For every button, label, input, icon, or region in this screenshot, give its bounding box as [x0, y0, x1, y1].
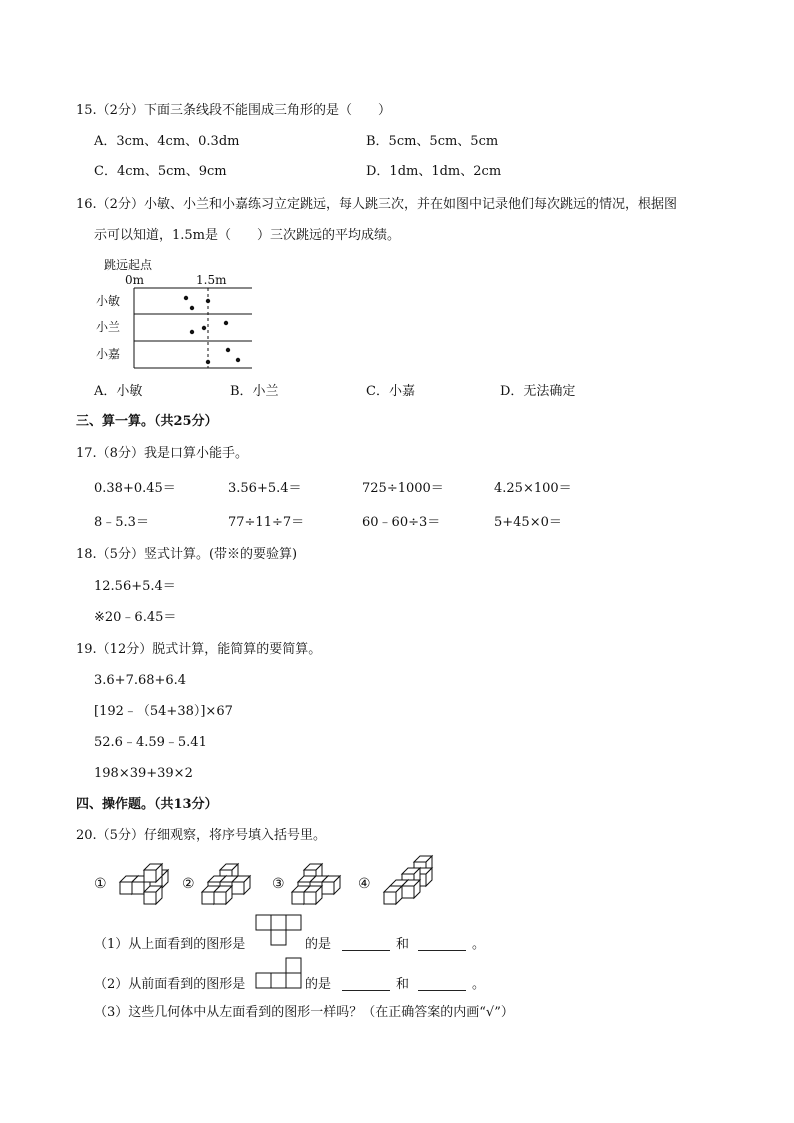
jump-dot — [236, 358, 240, 362]
q17-item: 3.56+5.4＝ — [228, 481, 302, 496]
q20-sub3: （3）这些几何体中从左面看到的图形一样吗？（在正确答案的内画“√”） — [94, 1005, 514, 1020]
q16-option-d: D．无法确定 — [500, 384, 576, 399]
answer-blank[interactable] — [418, 979, 466, 991]
q15-stem: 15.（2分）下面三条线段不能围成三角形的是（ ） — [76, 103, 391, 118]
q16-stem-line1: 16.（2分）小敏、小兰和小嘉练习立定跳远，每人跳三次，并在如图中记录他们每次跳远的情况，根据图 — [76, 197, 677, 212]
jump-dot — [206, 299, 210, 303]
long-jump-figure — [90, 254, 270, 374]
tick-label-1-5m: 1.5m — [196, 273, 227, 287]
answer-blank[interactable] — [342, 979, 390, 991]
q17-item: 5+45×0＝ — [494, 515, 562, 530]
q19-item: 198×39+39×2 — [94, 766, 193, 781]
q20-sub1-middle: 的是 — [305, 937, 332, 952]
answer-blank[interactable] — [418, 939, 466, 951]
q15-option-c: C．4cm、5cm、9cm — [94, 164, 227, 179]
section-heading-4: 四、操作题。（共13分） — [76, 797, 218, 812]
q18-stem: 18.（5分）竖式计算。(带※的要验算) — [76, 547, 298, 562]
q16-option-a: A．小敏 — [94, 384, 143, 399]
figure-label-4: ④ — [358, 876, 371, 892]
figure-title: 跳远起点 — [104, 258, 153, 272]
top-view-shape — [255, 914, 305, 948]
answer-blank[interactable] — [342, 939, 390, 951]
q19-item: 3.6+7.68+6.4 — [94, 673, 187, 688]
q16-option-c: C．小嘉 — [366, 384, 415, 399]
q19-item: [192﹣（54+38）]×67 — [94, 704, 233, 719]
tick-label-0m: 0m — [125, 273, 145, 287]
q20-sub1-prefix: （1）从上面看到的图形是 — [94, 937, 246, 952]
q15-option-d: D．1dm、1dm、2cm — [366, 164, 502, 179]
section-heading-3: 三、算一算。（共25分） — [76, 414, 218, 429]
q17-stem: 17.（8分）我是口算小能手。 — [76, 446, 248, 461]
cube-figures — [90, 852, 450, 912]
q17-item: 60﹣60÷3＝ — [362, 515, 441, 530]
q17-item: 4.25×100＝ — [494, 481, 572, 496]
q16-option-b: B．小兰 — [230, 384, 279, 399]
q20-stem: 20.（5分）仔细观察，将序号填入括号里。 — [76, 828, 326, 843]
jump-dot — [226, 348, 230, 352]
q19-item: 52.6﹣4.59﹣5.41 — [94, 735, 207, 750]
jump-dot — [224, 321, 228, 325]
q16-stem-line2: 示可以知道，1.5m是（ ）三次跳远的平均成绩。 — [94, 228, 401, 243]
front-view-shape — [255, 956, 305, 992]
figure-label-2: ② — [182, 876, 195, 892]
figure-label-1: ① — [94, 876, 107, 892]
q17-item: 0.38+0.45＝ — [94, 481, 176, 496]
row-label-xiaojia: 小嘉 — [96, 347, 121, 361]
q20-sub1-and: 和 — [396, 937, 410, 952]
jump-dot — [206, 360, 210, 364]
q20-sub1-end: 。 — [472, 937, 486, 952]
q20-sub2-and: 和 — [396, 977, 410, 992]
row-label-xiaomin: 小敏 — [96, 294, 121, 308]
q20-sub2-prefix: （2）从前面看到的图形是 — [94, 977, 246, 992]
jump-dot — [202, 326, 206, 330]
q20-sub2-middle: 的是 — [305, 977, 332, 992]
q20-sub2-end: 。 — [472, 977, 486, 992]
q19-stem: 19.（12分）脱式计算，能简算的要简算。 — [76, 642, 322, 657]
q17-item: 8﹣5.3＝ — [94, 515, 149, 530]
cube-figure-4 — [384, 856, 432, 904]
jump-dot — [190, 330, 194, 334]
q17-item: 77÷11÷7＝ — [228, 515, 305, 530]
q18-item: ※20﹣6.45＝ — [94, 610, 177, 625]
jump-dot — [190, 306, 194, 310]
q17-item: 725÷1000＝ — [362, 481, 444, 496]
cube-figure-2 — [202, 864, 250, 904]
q18-item: 12.56+5.4＝ — [94, 579, 176, 594]
figure-label-3: ③ — [272, 876, 285, 892]
q15-option-b: B．5cm、5cm、5cm — [366, 134, 499, 149]
q15-option-a: A．3cm、4cm、0.3dm — [94, 134, 240, 149]
jump-dot — [184, 296, 188, 300]
cube-figure-3 — [292, 864, 340, 904]
cube-figure-1 — [120, 864, 168, 904]
row-label-xiaolan: 小兰 — [96, 320, 121, 334]
